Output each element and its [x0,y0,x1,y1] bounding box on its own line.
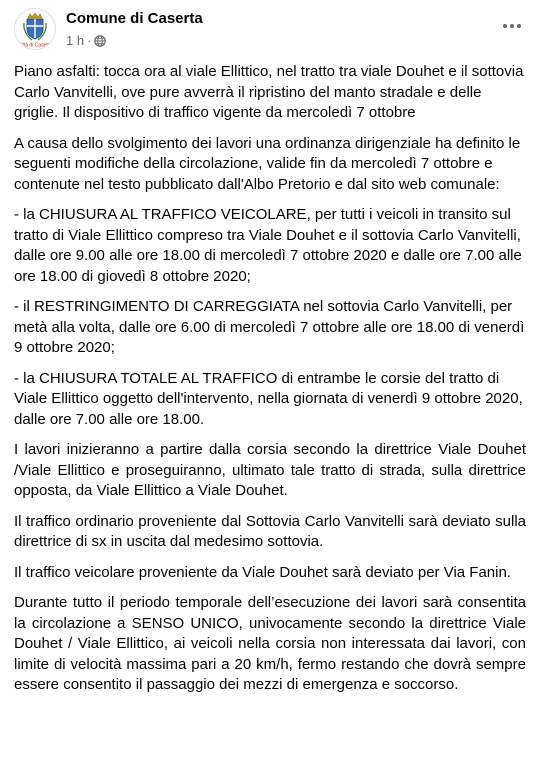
meta-separator: · [87,33,92,48]
globe-icon[interactable] [94,35,106,47]
paragraph-traffic-deviation-douhet: Il traffico veicolare proveniente da Viale Douhet sarà deviato per Via Fanin. [14,563,511,581]
paragraph-works-start: I lavori inizieranno a partire dalla corsia secondo la direttrice Viale Douhet /Viale Ellittico e proseguiranno, ultimato tale tratto di strada, sulla direttrice opposta, da Viale Ellittico a Viale Douhet. [14,441,526,499]
avatar[interactable] [14,8,56,50]
post-meta [66,33,106,48]
coat-of-arms-icon [15,9,55,49]
post-message [14,62,526,706]
post-header [14,6,527,56]
paragraph-one-way: Durante tutto il periodo temporale dell’esecuzione dei lavori sarà consentita la circolazione a SENSO UNICO, univocamente secondo la direttrice Viale Douhet / Viale Ellittico, ai veicoli nella corsia non interessata dai lavori, con limite di velocità massima pari a 20 km/h, fermo restando che dovrà sempre essere consentito il passaggio dei mezzi di emergenza e soccorso. [14,594,526,693]
paragraph-ordinance: A causa dello svolgimento dei lavori una ordinanza dirigenziale ha definito le seguenti modifiche della circolazione, valide fin da mercoledì 7 ottobre e contenute nel testo pubblicato dall'Albo Pretorio e dal sito web comunale: [14,134,521,193]
page-name-link[interactable]: Comune di Caserta [66,10,203,27]
paragraph-traffic-deviation-sottovia: Il traffico ordinario proveniente dal Sottovia Carlo Vanvitelli sarà deviato sulla direttrice di sx in uscita dal medesimo sottovia. [14,512,526,550]
paragraph-total-closure: - la CHIUSURA TOTALE AL TRAFFICO di entrambe le corsie del tratto di Viale Ellittico oggetto dell'intervento, nella giornata di venerdì 9 ottobre 2020, dalle ore 7.00 alle ore 18.00. [14,369,523,428]
avatar-caption: Città di Caserta [17,42,53,49]
more-options-icon[interactable] [497,14,527,38]
paragraph-intro: Piano asfalti: tocca ora al viale Ellittico, nel tratto tra viale Douhet e il sottovia Carlo Vanvitelli, ove pure avverrà il ripristino del manto stradale e delle griglie. Il dispositivo di traffico vigente da mercoledì 7 ottobre [14,63,524,121]
paragraph-lane-narrowing: - il RESTRINGIMENTO DI CARREGGIATA nel sottovia Carlo Vanvitelli, per metà alla volta, dalle ore 6.00 di mercoledì 7 ottobre alle ore 18.00 di venerdì 9 ottobre 2020; [14,298,525,356]
paragraph-closure-vehicular: - la CHIUSURA AL TRAFFICO VEICOLARE, per tutti i veicoli in transito sul tratto di Viale Ellittico compreso tra Viale Douhet e il sottovia Carlo Vanvitelli, dalle ore 9.00 alle ore 18.00 di mercoledì 7 ottobre 2020 e dalle ore 7.00 alle ore 18.00 di giovedì 8 ottobre 2020; [14,206,522,285]
post-timestamp[interactable]: 1 h [66,33,85,48]
